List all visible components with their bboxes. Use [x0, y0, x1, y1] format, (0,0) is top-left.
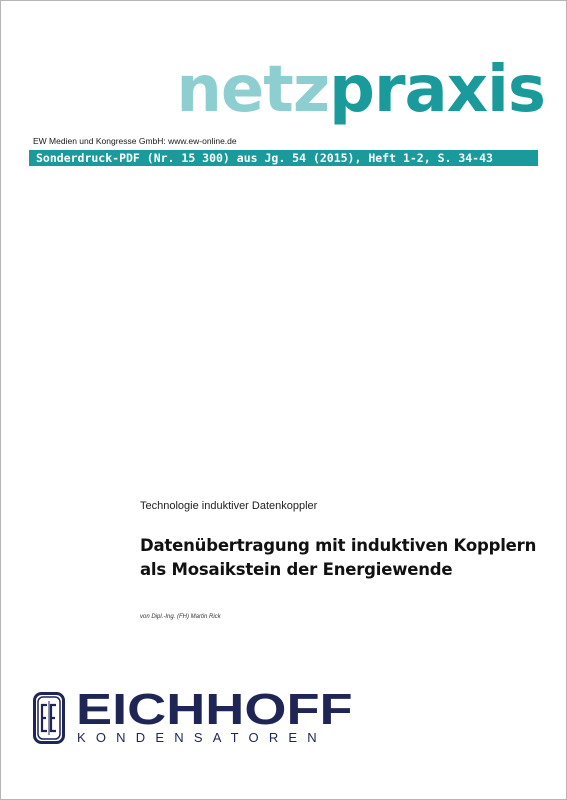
article-author: von Dipl.-Ing. (FH) Martin Rick	[140, 614, 221, 620]
eichhoff-wordmark: EICHHOFF	[76, 685, 353, 734]
issue-band-text: Sonderdruck-PDF (Nr. 15 300) aus Jg. 54 (2015), Heft 1-2, S. 34-43	[36, 151, 493, 165]
article-title-line-1: Datenübertragung mit induktiven Kopplern	[140, 536, 537, 555]
eichhoff-subtitle: KONDENSATOREN	[77, 730, 327, 745]
eichhoff-emblem-icon	[33, 692, 65, 744]
article-title-line-2: als Mosaikstein der Energiewende	[140, 560, 453, 579]
magazine-masthead	[176, 53, 545, 127]
masthead-praxis: praxis	[329, 53, 545, 127]
article-title	[140, 534, 536, 582]
masthead-netz: netz	[176, 53, 330, 127]
article-kicker: Technologie induktiver Datenkoppler	[140, 500, 318, 512]
publisher-line: EW Medien und Kongresse GmbH: www.ew-online.de	[33, 136, 237, 146]
